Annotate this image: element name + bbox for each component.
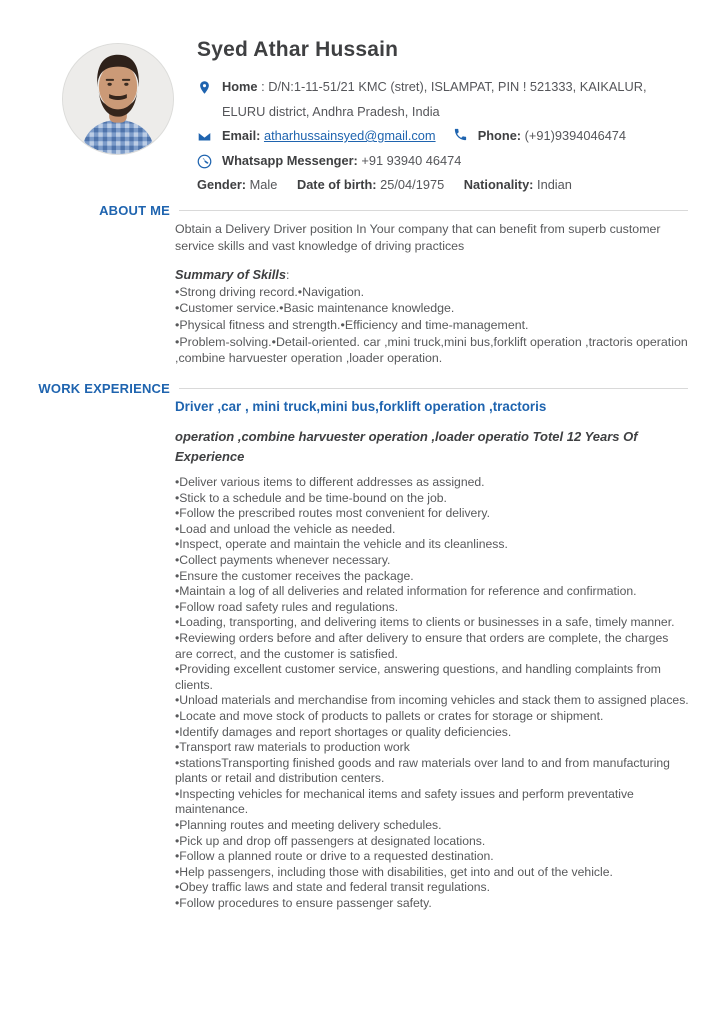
- person-name: Syed Athar Hussain: [197, 38, 399, 61]
- work-section-heading-row: [0, 381, 688, 396]
- duty-line: •Inspect, operate and maintain the vehicle and its cleanliness.: [175, 537, 508, 552]
- about-content: [175, 221, 689, 367]
- about-section-heading-row: [0, 203, 688, 218]
- skills-title: Summary of Skills: [175, 267, 286, 283]
- duty-line: •Deliver various items to different addresses as assigned.: [175, 475, 485, 489]
- duty-line: •stationsTransporting finished goods and raw materials over land to and from manufacturing plants or retail and distribution centers.: [175, 755, 670, 786]
- personal-details-row: [197, 173, 689, 198]
- phone-value: (+91)9394046474: [524, 128, 627, 143]
- work-content: [175, 399, 689, 912]
- duty-line: •Help passengers, including those with disabilities, get into and out of the vehicle.: [175, 864, 613, 879]
- whatsapp-value: +91 93940 46474: [361, 152, 462, 168]
- duty-line: •Unload materials and merchandise from incoming vehicles and stack them to assigned places.: [175, 693, 689, 708]
- home-address-row: [197, 75, 689, 124]
- section-heading-about: ABOUT ME: [99, 203, 170, 218]
- skill-line: •Strong driving record.•Navigation.: [175, 284, 365, 299]
- duty-line: •Reviewing orders before and after delivery to ensure that orders are complete, the charges are correct, and the customer is satisfied.: [175, 630, 669, 661]
- skills-list: [175, 284, 689, 367]
- duty-line: •Planning routes and meeting delivery schedules.: [175, 818, 442, 833]
- phone-icon: [453, 127, 468, 142]
- duty-line: •Loading, transporting, and delivering items to clients or businesses in a safe, timely manner.: [175, 615, 675, 630]
- whatsapp-label: Whatsapp Messenger:: [222, 152, 358, 168]
- nationality-value: Indian: [537, 177, 572, 192]
- duty-line: •Obey traffic laws and state and federal transit regulations.: [175, 880, 490, 895]
- duty-line: •Pick up and drop off passengers at designated locations.: [175, 833, 486, 848]
- skill-line: •Physical fitness and strength.•Efficiency and time-management.: [175, 317, 529, 332]
- phone-label: Phone:: [477, 128, 522, 143]
- divider-line: [179, 388, 688, 389]
- nationality-label: Nationality:: [463, 177, 534, 192]
- gender-value: Male: [249, 177, 278, 192]
- dob-pair: [297, 177, 448, 192]
- person-avatar-image: [63, 44, 173, 154]
- duty-line: •Stick to a schedule and be time-bound on the job.: [175, 490, 447, 505]
- section-heading-work: WORK EXPERIENCE: [38, 381, 170, 396]
- duty-line: •Follow procedures to ensure passenger safety.: [175, 896, 432, 911]
- contact-block: [197, 75, 689, 198]
- profile-photo: [62, 43, 174, 155]
- dob-label: Date of birth:: [296, 177, 377, 192]
- objective-paragraph: Obtain a Delivery Driver position In Your company that can benefit from superb customer service skills and vast knowledge of driving practices: [175, 222, 661, 253]
- duty-line: •Inspecting vehicles for mechanical items and safety issues and perform preventative maintenance.: [175, 786, 634, 817]
- job-title: Driver ,car , mini truck,mini bus,forklift operation ,tractoris: [175, 399, 547, 414]
- job-subtitle: operation ,combine harvuester operation ,loader operatio Totel 12 Years Of Experience: [175, 429, 638, 464]
- skill-line: •Problem-solving.•Detail-oriented. car ,mini truck,mini bus,forklift operation ,tractoris operation ,combine harvuester operation ,loader operation.: [175, 334, 688, 366]
- duty-line: •Maintain a log of all deliveries and related information for reference and confirmation.: [175, 584, 637, 599]
- skills-title-colon: :: [285, 268, 290, 283]
- email-phone-row: [197, 124, 689, 149]
- duty-line: •Follow a planned route or drive to a requested destination.: [175, 849, 494, 864]
- duty-line: •Providing excellent customer service, answering questions, and handling complaints from clients.: [175, 662, 661, 692]
- email-link[interactable]: atharhussainsyed@gmail.com: [263, 128, 436, 143]
- location-pin-icon: [197, 80, 212, 95]
- whatsapp-row: [197, 149, 689, 174]
- email-label: Email:: [222, 128, 261, 143]
- divider-line: [179, 210, 688, 211]
- envelope-icon: [197, 129, 212, 144]
- duty-line: •Ensure the customer receives the package.: [175, 568, 414, 583]
- skills-title-row: [175, 267, 689, 284]
- skill-line: •Customer service.•Basic maintenance knowledge.: [175, 301, 455, 316]
- duty-line: •Load and unload the vehicle as needed.: [175, 521, 396, 536]
- header-info: [197, 38, 689, 198]
- duty-line: •Follow road safety rules and regulations.: [175, 599, 399, 614]
- whatsapp-icon: [197, 154, 212, 169]
- duty-line: •Transport raw materials to production work: [175, 740, 410, 755]
- duty-line: •Follow the prescribed routes most convenient for delivery.: [175, 506, 490, 521]
- duties-list: [175, 475, 689, 912]
- duty-line: •Collect payments whenever necessary.: [175, 552, 391, 567]
- dob-value: 25/04/1975: [380, 177, 445, 192]
- nationality-pair: [464, 177, 572, 192]
- duty-line: •Locate and move stock of products to pallets or crates for storage or shipment.: [175, 708, 604, 723]
- gender-pair: [197, 177, 281, 192]
- home-value: : D/N:1-11-51/21 KMC (stret), ISLAMPAT, PIN ! 521333, KAIKALUR, ELURU district, Andhra Pradesh, India: [222, 79, 647, 119]
- gender-label: Gender:: [197, 177, 247, 192]
- duty-line: •Identify damages and report shortages or quality deficiencies.: [175, 724, 512, 739]
- home-label: Home: [222, 79, 258, 94]
